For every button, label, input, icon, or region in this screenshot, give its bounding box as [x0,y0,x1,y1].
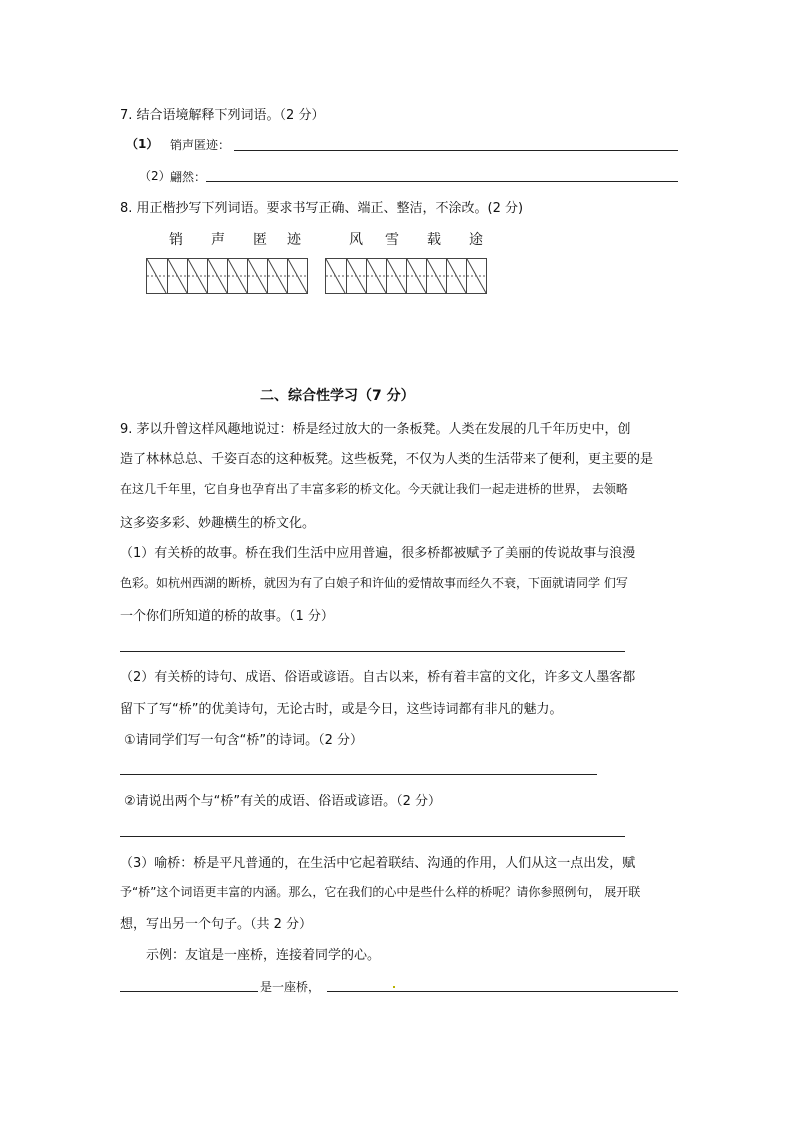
copy-char: 载 [427,232,441,248]
q9-part2-sub1-answer-line[interactable] [120,774,597,775]
writing-cell[interactable] [386,259,406,293]
writing-cell[interactable] [147,259,167,293]
writing-cell[interactable] [247,259,267,293]
q9-intro-line: 造了林林总总、千姿百态的这种板凳。这些板凳，不仅为人类的生活带来了便利，更主要的是 [120,452,654,467]
q9-intro-line: 在这几千年里，它自身也孕育出了丰富多彩的桥文化。今天就让我们一起走进桥的世界， 去领略 [120,482,628,496]
q9-part3-answer-mid: 是一座桥， [260,980,321,994]
q9-part1-line: 一个你们所知道的桥的故事。（1 分） [120,609,334,624]
q9-part3-line: （3）喻桥：桥是平凡普通的，在生活中它起着联结、沟通的作用，人们从这一点出发，赋 [120,856,636,871]
q9-part3-answer-blank-2[interactable] [327,991,678,992]
writing-cell[interactable] [406,259,426,293]
writing-cell[interactable] [187,259,207,293]
writing-cell[interactable] [267,259,287,293]
q9-part1-line: （1）有关桥的故事。桥在我们生活中应用普遍，很多桥都被赋予了美丽的传说故事与浪漫 [120,546,636,561]
section-heading: 二、综合性学习（7 分） [260,388,415,404]
writing-cell[interactable] [227,259,247,293]
copy-char: 声 [211,232,225,248]
q9-part2-sub2: ②请说出两个与“桥”有关的成语、俗语或谚语。（2 分） [124,794,442,809]
q9-part2-line: （2）有关桥的诗句、成语、俗语或谚语。自古以来，桥有着丰富的文化，许多文人墨客都 [120,670,636,685]
q7-title: 7. 结合语境解释下列词语。（2 分） [120,108,325,123]
q9-example: 示例：友谊是一座桥，连接着同学的心。 [146,948,381,963]
q9-intro-line: 这多姿多彩、妙趣横生的桥文化。 [120,516,316,531]
q9-part3-answer-blank-1[interactable] [120,991,258,992]
copy-char: 雪 [385,232,399,248]
q9-part1-answer-line[interactable] [120,651,625,652]
writing-cell[interactable] [446,259,466,293]
q9-intro-line: 9. 茅以升曾这样风趣地说过：桥是经过放大的一条板凳。人类在发展的几千年历史中，创 [120,422,631,437]
writing-grid-right[interactable] [325,258,487,294]
writing-cell[interactable] [346,259,366,293]
q9-part2-sub2-answer-line[interactable] [120,836,625,837]
writing-cell[interactable] [167,259,187,293]
stray-dot [393,986,395,988]
q7-item2-answer-line[interactable] [206,181,678,182]
q7-item1-term: 销声匿迹： [170,138,231,152]
copy-char: 迹 [287,232,301,248]
writing-cell[interactable] [287,259,307,293]
q7-item2-term: 翩然： [170,170,207,184]
q9-part3-line: 予“桥”这个词语更丰富的内涵。那么，它在我们的心中是些什么样的桥呢？请你参照例句， 展开联 [120,885,641,899]
writing-cell[interactable] [326,259,346,293]
q8-title: 8. 用正楷抄写下列词语。要求书写正确、端正、整洁，不涂改。(2 分) [120,201,524,216]
q7-item2-label: （2） [139,169,171,183]
copy-char: 风 [349,232,363,248]
q7-item1-label: （1） [126,137,159,151]
copy-char: 途 [469,232,483,248]
q9-part1-line: 色彩。如杭州西湖的断桥，就因为有了白娘子和许仙的爱情故事而经久不衰，下面就请同学 们写 [120,576,628,590]
writing-cell[interactable] [466,259,486,293]
copy-char: 匿 [253,232,267,248]
writing-grid-left[interactable] [146,258,308,294]
writing-cell[interactable] [207,259,227,293]
copy-char: 销 [169,232,183,248]
q9-part3-line: 想，写出另一个句子。（共 2 分） [120,917,313,932]
writing-cell[interactable] [366,259,386,293]
q7-item1-answer-line[interactable] [234,150,678,151]
writing-cell[interactable] [426,259,446,293]
q9-part2-sub1: ①请同学们写一句含“桥”的诗词。（2 分） [124,733,364,748]
q9-part2-line: 留下了写“桥”的优美诗句，无论古时，或是今日，这些诗词都有非凡的魅力。 [120,702,563,717]
